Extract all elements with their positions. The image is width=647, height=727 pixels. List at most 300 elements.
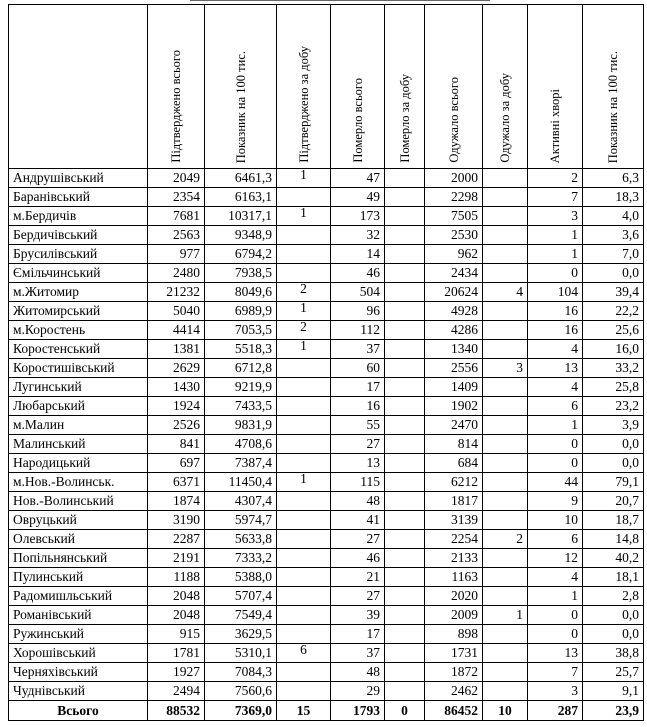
deaths-daily-cell [385, 207, 425, 226]
recovered-daily-cell [483, 302, 528, 321]
table-row [9, 359, 644, 378]
confirmed-total-cell: 1381 [148, 340, 205, 359]
deaths-total-cell: 37 [331, 644, 385, 663]
deaths-daily-cell [385, 321, 425, 340]
active-rate-cell: 6,3 [583, 169, 644, 188]
recovered-daily-cell [483, 397, 528, 416]
confirmed-daily-cell [277, 378, 331, 397]
recovered-daily-cell [483, 435, 528, 454]
rate-per-100k-cell: 9219,9 [205, 378, 277, 397]
active-cases-cell: 12 [528, 549, 583, 568]
rate-per-100k-cell: 7053,5 [205, 321, 277, 340]
active-cases-cell: 16 [528, 321, 583, 340]
table-row [9, 473, 644, 492]
deaths-total-cell: 173 [331, 207, 385, 226]
deaths-total-cell: 48 [331, 492, 385, 511]
confirmed-daily-cell [277, 587, 331, 606]
confirmed-total-cell: 2480 [148, 264, 205, 283]
confirmed-total-cell: 5040 [148, 302, 205, 321]
confirmed-total-cell: 1188 [148, 568, 205, 587]
active-rate-cell: 3,9 [583, 416, 644, 435]
confirmed-total-cell: 2287 [148, 530, 205, 549]
active-cases-cell: 3 [528, 207, 583, 226]
confirmed-total-cell: 1781 [148, 644, 205, 663]
table-row [9, 264, 644, 283]
rate-per-100k-cell: 7938,5 [205, 264, 277, 283]
district-name-cell: м.Малин [9, 416, 148, 435]
recovered-daily-cell: 3 [483, 359, 528, 378]
confirmed-daily-cell [277, 226, 331, 245]
active-rate-cell: 33,2 [583, 359, 644, 378]
deaths-daily-cell [385, 378, 425, 397]
header-confirmed-daily: Підтверджено за добу [277, 5, 331, 169]
active-cases-cell: 3 [528, 682, 583, 701]
total-cell: 23,9 [583, 701, 644, 721]
confirmed-daily-cell [277, 321, 331, 340]
active-rate-cell: 23,2 [583, 397, 644, 416]
table-row [9, 207, 644, 226]
table-row [9, 492, 644, 511]
confirmed-total-cell: 2494 [148, 682, 205, 701]
confirmed-daily-cell [277, 530, 331, 549]
active-cases-cell: 0 [528, 454, 583, 473]
deaths-daily-cell [385, 340, 425, 359]
active-rate-cell: 25,7 [583, 663, 644, 682]
total-cell: 10 [483, 701, 528, 721]
rate-per-100k-cell: 7560,6 [205, 682, 277, 701]
rate-per-100k-cell: 5707,4 [205, 587, 277, 606]
active-cases-cell: 4 [528, 340, 583, 359]
confirmed-daily-cell [277, 511, 331, 530]
table-row [9, 321, 644, 340]
confirmed-daily-cell [277, 245, 331, 264]
recovered-total-cell: 1163 [425, 568, 483, 587]
district-name-cell: м.Бердичів [9, 207, 148, 226]
district-name-cell: Брусилівський [9, 245, 148, 264]
confirmed-daily-cell [277, 207, 331, 226]
deaths-daily-cell [385, 397, 425, 416]
table-row [9, 226, 644, 245]
deaths-total-cell: 60 [331, 359, 385, 378]
district-name-cell: Хорошівський [9, 644, 148, 663]
header-deaths-total: Померло всього [331, 5, 385, 169]
confirmed-daily-cell [277, 359, 331, 378]
district-name-cell: Андрушівський [9, 169, 148, 188]
table-row [9, 302, 644, 321]
active-rate-cell: 0,0 [583, 454, 644, 473]
rate-per-100k-cell: 7333,2 [205, 549, 277, 568]
deaths-total-cell: 115 [331, 473, 385, 492]
confirmed-daily-value: 1 [300, 206, 307, 220]
confirmed-daily-cell [277, 473, 331, 492]
active-cases-cell: 7 [528, 663, 583, 682]
confirmed-daily-value: 2 [300, 320, 307, 334]
recovered-total-cell: 2556 [425, 359, 483, 378]
confirmed-total-cell: 915 [148, 625, 205, 644]
active-rate-cell: 25,8 [583, 378, 644, 397]
rate-per-100k-cell: 5974,7 [205, 511, 277, 530]
confirmed-daily-cell [277, 397, 331, 416]
district-name-cell: Житомирський [9, 302, 148, 321]
district-name-cell: Попільнянський [9, 549, 148, 568]
active-cases-cell: 0 [528, 264, 583, 283]
deaths-total-cell: 504 [331, 283, 385, 302]
total-cell: 287 [528, 701, 583, 721]
recovered-daily-cell [483, 587, 528, 606]
total-cell: 86452 [425, 701, 483, 721]
recovered-daily-cell [483, 625, 528, 644]
confirmed-total-cell: 2191 [148, 549, 205, 568]
active-cases-cell: 1 [528, 416, 583, 435]
confirmed-daily-cell [277, 340, 331, 359]
total-cell: 15 [277, 701, 331, 721]
recovered-total-cell: 3139 [425, 511, 483, 530]
table-row [9, 454, 644, 473]
deaths-daily-cell [385, 682, 425, 701]
recovered-daily-cell [483, 644, 528, 663]
district-name-cell: м.Коростень [9, 321, 148, 340]
recovered-total-cell: 2462 [425, 682, 483, 701]
confirmed-total-cell: 1874 [148, 492, 205, 511]
deaths-total-cell: 13 [331, 454, 385, 473]
active-cases-cell: 9 [528, 492, 583, 511]
deaths-daily-cell [385, 169, 425, 188]
district-name-cell: Малинський [9, 435, 148, 454]
deaths-daily-cell [385, 188, 425, 207]
district-name-cell: Коростенський [9, 340, 148, 359]
deaths-daily-cell [385, 644, 425, 663]
deaths-total-cell: 112 [331, 321, 385, 340]
active-rate-cell: 3,6 [583, 226, 644, 245]
total-cell: 0 [385, 701, 425, 721]
confirmed-total-cell: 4414 [148, 321, 205, 340]
table-row [9, 378, 644, 397]
deaths-daily-cell [385, 587, 425, 606]
active-cases-cell: 10 [528, 511, 583, 530]
recovered-total-cell: 684 [425, 454, 483, 473]
deaths-daily-cell [385, 606, 425, 625]
table-row [9, 682, 644, 701]
active-cases-cell: 1 [528, 226, 583, 245]
table-row [9, 530, 644, 549]
active-cases-cell: 7 [528, 188, 583, 207]
deaths-total-cell: 14 [331, 245, 385, 264]
recovered-daily-cell: 2 [483, 530, 528, 549]
confirmed-total-cell: 1924 [148, 397, 205, 416]
deaths-daily-cell [385, 473, 425, 492]
recovered-daily-cell: 4 [483, 283, 528, 302]
active-rate-cell: 18,3 [583, 188, 644, 207]
deaths-total-cell: 27 [331, 435, 385, 454]
deaths-daily-cell [385, 435, 425, 454]
rate-per-100k-cell: 3629,5 [205, 625, 277, 644]
table-row [9, 435, 644, 454]
recovered-total-cell: 6212 [425, 473, 483, 492]
confirmed-daily-cell [277, 549, 331, 568]
header-deaths-daily: Померло за добу [385, 5, 425, 169]
district-name-cell: Баранівський [9, 188, 148, 207]
confirmed-daily-cell [277, 435, 331, 454]
deaths-daily-cell [385, 549, 425, 568]
rate-per-100k-cell: 5310,1 [205, 644, 277, 663]
deaths-daily-cell [385, 302, 425, 321]
confirmed-daily-cell [277, 606, 331, 625]
recovered-total-cell: 1902 [425, 397, 483, 416]
confirmed-daily-value: 1 [300, 339, 307, 353]
rate-per-100k-cell: 7433,5 [205, 397, 277, 416]
active-cases-cell: 16 [528, 302, 583, 321]
district-name-cell: Лугинський [9, 378, 148, 397]
recovered-total-cell: 2434 [425, 264, 483, 283]
deaths-total-cell: 27 [331, 587, 385, 606]
confirmed-daily-value: 2 [300, 282, 307, 296]
active-cases-cell: 1 [528, 587, 583, 606]
header-row [9, 5, 644, 169]
recovered-daily-cell [483, 169, 528, 188]
recovered-daily-cell [483, 416, 528, 435]
recovered-total-cell: 1872 [425, 663, 483, 682]
deaths-daily-cell [385, 454, 425, 473]
active-rate-cell: 16,0 [583, 340, 644, 359]
rate-per-100k-cell: 5633,8 [205, 530, 277, 549]
recovered-total-cell: 4286 [425, 321, 483, 340]
confirmed-total-cell: 3190 [148, 511, 205, 530]
confirmed-daily-cell [277, 416, 331, 435]
recovered-total-cell: 2009 [425, 606, 483, 625]
confirmed-total-cell: 697 [148, 454, 205, 473]
recovered-total-cell: 2133 [425, 549, 483, 568]
confirmed-daily-cell [277, 283, 331, 302]
recovered-daily-cell [483, 511, 528, 530]
district-name-cell: Овруцький [9, 511, 148, 530]
table-row [9, 625, 644, 644]
deaths-total-cell: 39 [331, 606, 385, 625]
active-rate-cell: 18,7 [583, 511, 644, 530]
recovered-total-cell: 4928 [425, 302, 483, 321]
confirmed-total-cell: 2048 [148, 606, 205, 625]
header-rate-per-100k: Показник на 100 тис. [205, 5, 277, 169]
district-name-cell: Коростишівський [9, 359, 148, 378]
confirmed-total-cell: 6371 [148, 473, 205, 492]
recovered-daily-cell [483, 264, 528, 283]
recovered-total-cell: 2530 [425, 226, 483, 245]
confirmed-total-cell: 977 [148, 245, 205, 264]
rate-per-100k-cell: 7549,4 [205, 606, 277, 625]
confirmed-daily-value: 1 [300, 472, 307, 486]
deaths-total-cell: 47 [331, 169, 385, 188]
recovered-daily-cell [483, 188, 528, 207]
total-label: Всього [9, 701, 148, 721]
rate-per-100k-cell: 4307,4 [205, 492, 277, 511]
active-cases-cell: 6 [528, 397, 583, 416]
deaths-total-cell: 29 [331, 682, 385, 701]
rate-per-100k-cell: 9831,9 [205, 416, 277, 435]
district-name-cell: Олевський [9, 530, 148, 549]
rate-per-100k-cell: 8049,6 [205, 283, 277, 302]
active-cases-cell: 4 [528, 378, 583, 397]
recovered-daily-cell [483, 682, 528, 701]
district-name-cell: Нов.-Волинський [9, 492, 148, 511]
active-cases-cell: 4 [528, 568, 583, 587]
recovered-total-cell: 2020 [425, 587, 483, 606]
deaths-total-cell: 41 [331, 511, 385, 530]
recovered-daily-cell [483, 492, 528, 511]
recovered-total-cell: 1340 [425, 340, 483, 359]
recovered-total-cell: 7505 [425, 207, 483, 226]
total-cell: 7369,0 [205, 701, 277, 721]
recovered-total-cell: 1409 [425, 378, 483, 397]
table-row [9, 606, 644, 625]
table-row [9, 663, 644, 682]
header-active-rate-per-100k: Показник на 100 тис. [583, 5, 644, 169]
recovered-total-cell: 1817 [425, 492, 483, 511]
deaths-daily-cell [385, 359, 425, 378]
rate-per-100k-cell: 10317,1 [205, 207, 277, 226]
deaths-daily-cell [385, 283, 425, 302]
deaths-total-cell: 46 [331, 264, 385, 283]
deaths-total-cell: 32 [331, 226, 385, 245]
deaths-total-cell: 21 [331, 568, 385, 587]
deaths-total-cell: 48 [331, 663, 385, 682]
table-row [9, 644, 644, 663]
district-name-cell: Радомишльський [9, 587, 148, 606]
deaths-daily-cell [385, 226, 425, 245]
active-rate-cell: 79,1 [583, 473, 644, 492]
confirmed-daily-cell [277, 169, 331, 188]
active-rate-cell: 40,2 [583, 549, 644, 568]
confirmed-daily-cell [277, 264, 331, 283]
recovered-total-cell: 898 [425, 625, 483, 644]
confirmed-daily-cell [277, 188, 331, 207]
confirmed-daily-cell [277, 302, 331, 321]
active-cases-cell: 13 [528, 359, 583, 378]
confirmed-total-cell: 21232 [148, 283, 205, 302]
header-district [9, 5, 148, 169]
district-name-cell: Ружинський [9, 625, 148, 644]
active-rate-cell: 0,0 [583, 264, 644, 283]
district-name-cell: Романівський [9, 606, 148, 625]
active-rate-cell: 14,8 [583, 530, 644, 549]
active-rate-cell: 2,8 [583, 587, 644, 606]
district-name-cell: Бердичівський [9, 226, 148, 245]
active-rate-cell: 25,6 [583, 321, 644, 340]
active-rate-cell: 38,8 [583, 644, 644, 663]
rate-per-100k-cell: 6794,2 [205, 245, 277, 264]
deaths-daily-cell [385, 245, 425, 264]
active-cases-cell: 0 [528, 606, 583, 625]
active-cases-cell: 44 [528, 473, 583, 492]
recovered-total-cell: 962 [425, 245, 483, 264]
covid-statistics-table [8, 4, 644, 721]
table-row [9, 397, 644, 416]
district-name-cell: Народицький [9, 454, 148, 473]
rate-per-100k-cell: 6163,1 [205, 188, 277, 207]
deaths-daily-cell [385, 663, 425, 682]
recovered-daily-cell [483, 454, 528, 473]
deaths-daily-cell [385, 625, 425, 644]
confirmed-total-cell: 2354 [148, 188, 205, 207]
deaths-total-cell: 27 [331, 530, 385, 549]
total-row [9, 701, 644, 721]
confirmed-total-cell: 7681 [148, 207, 205, 226]
rate-per-100k-cell: 6989,9 [205, 302, 277, 321]
deaths-total-cell: 17 [331, 378, 385, 397]
recovered-daily-cell [483, 663, 528, 682]
rate-per-100k-cell: 5518,3 [205, 340, 277, 359]
deaths-total-cell: 17 [331, 625, 385, 644]
recovered-total-cell: 2298 [425, 188, 483, 207]
header-recovered-daily: Одужало за добу [483, 5, 528, 169]
active-cases-cell: 13 [528, 644, 583, 663]
confirmed-daily-value: 6 [300, 643, 307, 657]
active-rate-cell: 0,0 [583, 606, 644, 625]
district-name-cell: м.Нов.-Волинськ. [9, 473, 148, 492]
recovered-daily-cell [483, 568, 528, 587]
district-name-cell: Любарський [9, 397, 148, 416]
recovered-total-cell: 20624 [425, 283, 483, 302]
table-row [9, 568, 644, 587]
district-name-cell: Пулинський [9, 568, 148, 587]
district-name-cell: Черняхівський [9, 663, 148, 682]
deaths-daily-cell [385, 492, 425, 511]
recovered-total-cell: 1731 [425, 644, 483, 663]
table-row [9, 283, 644, 302]
recovered-daily-cell [483, 473, 528, 492]
recovered-daily-cell [483, 226, 528, 245]
rate-per-100k-cell: 5388,0 [205, 568, 277, 587]
active-cases-cell: 104 [528, 283, 583, 302]
recovered-daily-cell [483, 207, 528, 226]
rate-per-100k-cell: 7084,3 [205, 663, 277, 682]
rate-per-100k-cell: 6712,8 [205, 359, 277, 378]
active-cases-cell: 0 [528, 435, 583, 454]
confirmed-total-cell: 2049 [148, 169, 205, 188]
recovered-daily-cell [483, 245, 528, 264]
table-row [9, 587, 644, 606]
confirmed-daily-cell [277, 568, 331, 587]
active-rate-cell: 0,0 [583, 435, 644, 454]
confirmed-daily-value: 1 [300, 168, 307, 182]
active-cases-cell: 6 [528, 530, 583, 549]
active-rate-cell: 9,1 [583, 682, 644, 701]
table-row [9, 188, 644, 207]
total-cell: 1793 [331, 701, 385, 721]
confirmed-total-cell: 2629 [148, 359, 205, 378]
active-rate-cell: 0,0 [583, 625, 644, 644]
recovered-daily-cell [483, 549, 528, 568]
recovered-total-cell: 2000 [425, 169, 483, 188]
confirmed-total-cell: 1430 [148, 378, 205, 397]
district-name-cell: Ємільчинський [9, 264, 148, 283]
active-rate-cell: 22,2 [583, 302, 644, 321]
header-confirmed-total: Підтверджено всього [148, 5, 205, 169]
recovered-total-cell: 2470 [425, 416, 483, 435]
deaths-daily-cell [385, 530, 425, 549]
confirmed-daily-cell [277, 492, 331, 511]
rate-per-100k-cell: 6461,3 [205, 169, 277, 188]
recovered-daily-cell [483, 378, 528, 397]
confirmed-daily-cell [277, 644, 331, 663]
deaths-daily-cell [385, 416, 425, 435]
table-row [9, 245, 644, 264]
active-cases-cell: 0 [528, 625, 583, 644]
recovered-daily-cell: 1 [483, 606, 528, 625]
active-cases-cell: 1 [528, 245, 583, 264]
deaths-total-cell: 96 [331, 302, 385, 321]
rate-per-100k-cell: 9348,9 [205, 226, 277, 245]
table-row [9, 549, 644, 568]
recovered-daily-cell [483, 340, 528, 359]
